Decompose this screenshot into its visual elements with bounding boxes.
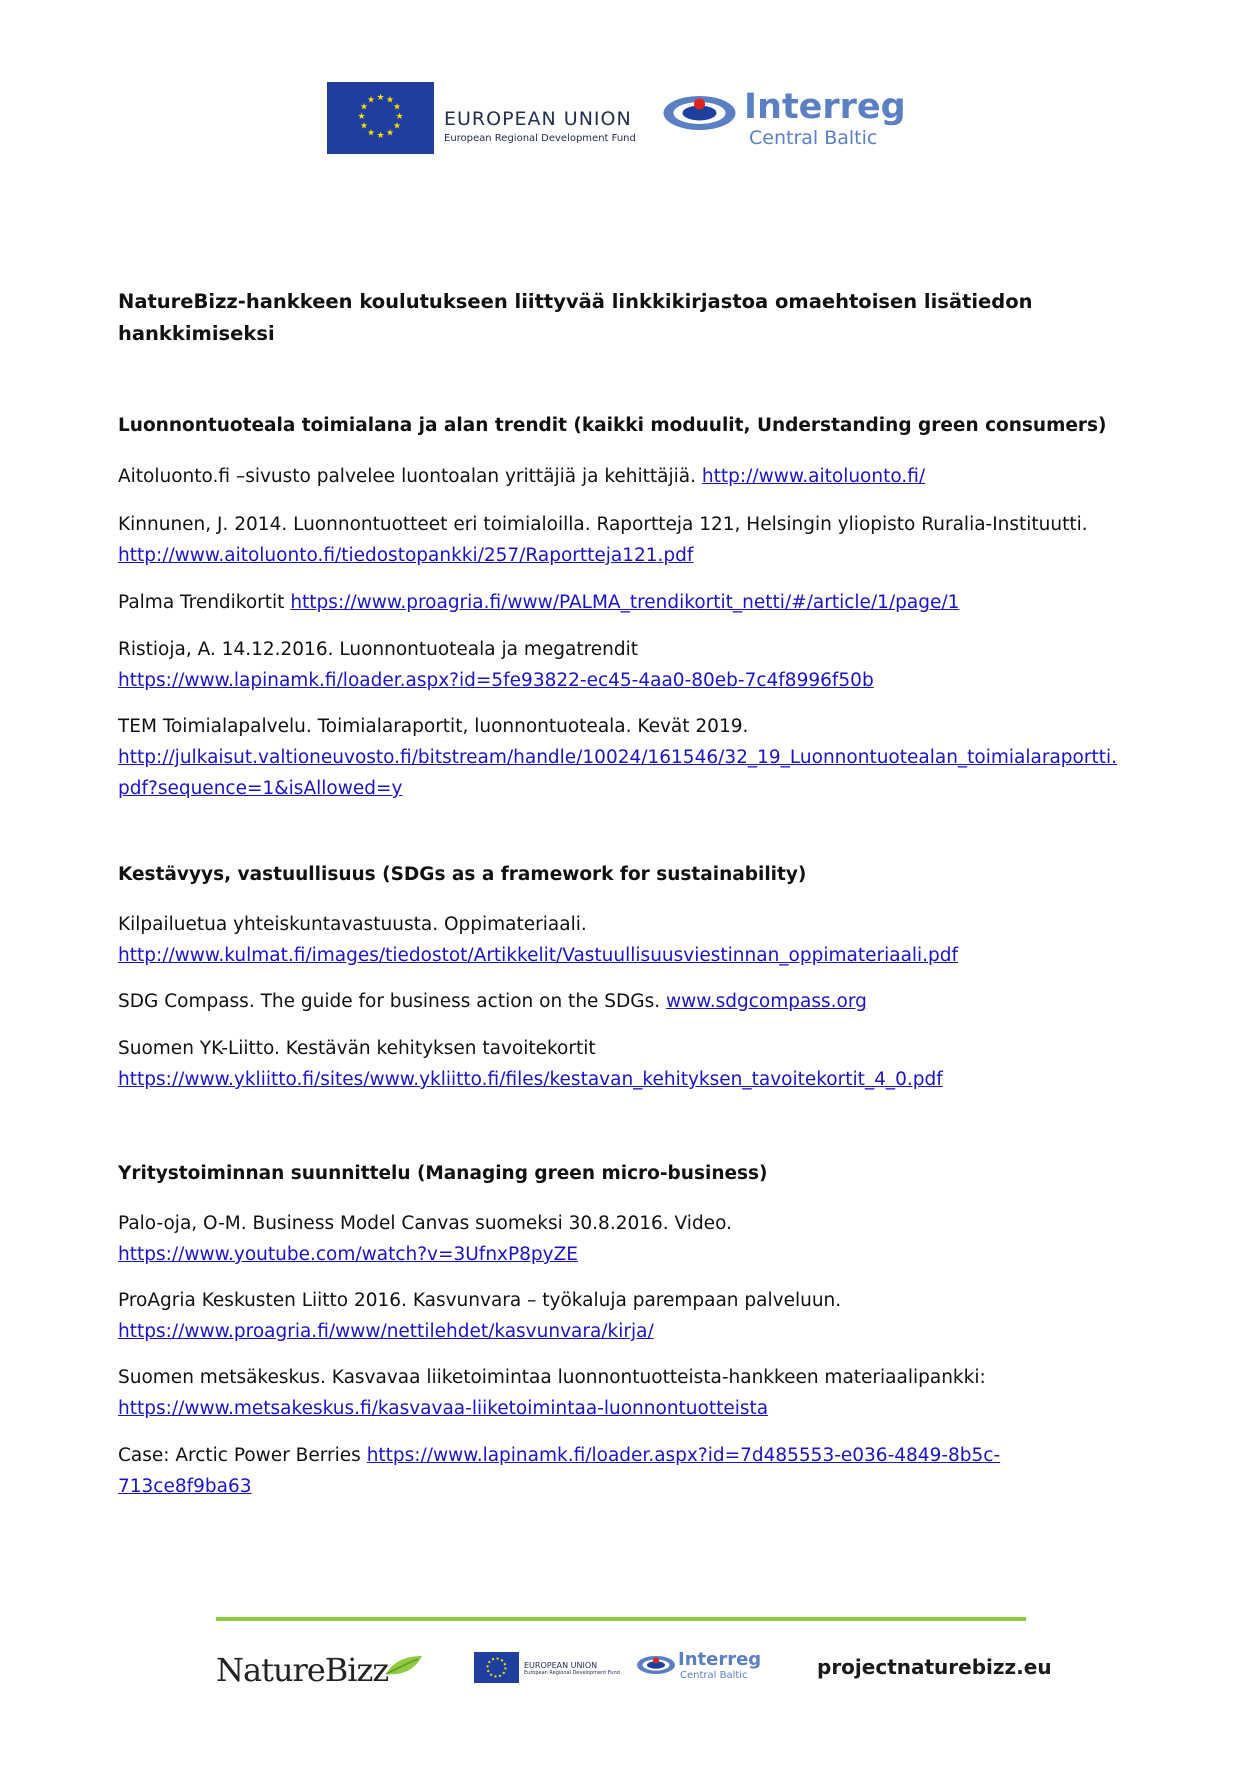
eu-stars-icon [327,82,434,154]
footer-interreg-subtitle: Central Baltic [680,1670,748,1681]
reference-text: TEM Toimialapalvelu. Toimialaraportit, luonnontuoteala. Kevät 2019. [118,716,749,737]
eu-flag-logo [327,82,434,154]
reference-text: Kilpailuetua yhteiskuntavastuusta. Oppimateriaali. [118,914,587,935]
reference-link[interactable]: http://www.kulmat.fi/images/tiedostot/Artikkelit/Vastuullisuusviestinnan_oppimateriaali.pdf [118,945,959,966]
interreg-logo-text [744,88,906,150]
svg-text:★: ★ [359,121,369,132]
interreg-logo-icon [662,90,737,136]
footer-eu-title: EUROPEAN UNION [524,1661,598,1670]
reference-text: Palma Trendikortit [118,592,285,613]
leaf-icon [384,1652,424,1678]
reference-text: Suomen metsäkeskus. Kasvavaa liiketoimintaa luonnontuotteista-hankkeen materiaalipankki: [118,1367,986,1388]
reference-text: SDG Compass. The guide for business action on the SDGs. [118,991,661,1012]
reference-item [118,1033,1128,1095]
reference-item [118,1362,1128,1424]
reference-link[interactable]: https://www.metsakeskus.fi/kasvavaa-liiketoimintaa-luonnontuotteista [118,1398,769,1419]
svg-text:★: ★ [366,128,376,139]
footer-interreg-title: Interreg [678,1649,762,1670]
svg-text:★: ★ [357,112,366,122]
eu-logo-text [444,108,636,144]
reference-link[interactable]: http://www.aitoluonto.fi/ [701,466,926,487]
interreg-subtitle: Central Baltic [749,127,878,149]
svg-text:★: ★ [385,128,395,139]
reference-item [118,634,1128,696]
eu-subtitle: European Regional Development Fund [444,133,636,144]
reference-item [118,1208,1128,1270]
section-heading-sustainability: Kestävyys, vastuullisuus (SDGs as a framework for sustainability) [118,864,807,885]
reference-item [118,1285,1128,1347]
svg-text:★: ★ [359,102,369,113]
reference-item [118,509,1128,571]
footer-eu-logo-text [524,1661,620,1676]
reference-text: ProAgria Keskusten Liitto 2016. Kasvunvara – työkaluja parempaan palveluun. [118,1290,842,1311]
footer-interreg-logo-text [678,1650,761,1682]
reference-link[interactable]: https://www.proagria.fi/www/nettilehdet/kasvunvara/kirja/ [118,1321,654,1342]
reference-link[interactable]: http://www.aitoluonto.fi/tiedostopankki/257/Raportteja121.pdf [118,545,694,566]
reference-link[interactable]: https://www.ykliitto.fi/sites/www.ykliitto.fi/files/kestavan_kehityksen_tavoitekortit_4_0.pdf [118,1069,943,1090]
footer-divider [216,1617,1026,1621]
svg-text:★: ★ [395,112,404,122]
section-heading-business-planning: Yritystoiminnan suunnittelu (Managing green micro-business) [118,1163,768,1184]
footer-eu-flag-logo [474,1652,519,1683]
reference-item [118,461,1128,492]
footer-interreg-logo-icon [636,1654,676,1676]
reference-text: Kinnunen, J. 2014. Luonnontuotteet eri toimialoilla. Raportteja 121, Helsingin yliopisto Ruralia-Instituutti. [118,514,1088,535]
naturebizz-logo-text: NatureBizz [216,1651,389,1689]
reference-text: Case: Arctic Power Berries [118,1445,361,1466]
reference-item [118,711,1128,804]
document-title: NatureBizz-hankkeen koulutukseen liittyvää linkkikirjastoa omaehtoisen lisätiedon hankkimiseksi [118,290,1033,345]
reference-text: Ristioja, A. 14.12.2016. Luonnontuoteala ja megatrendit [118,639,639,660]
reference-link[interactable]: https://www.lapinamk.fi/loader.aspx?id=5fe93822-ec45-4aa0-80eb-7c4f8996f50b [118,670,874,691]
reference-item [118,587,1128,618]
reference-link[interactable]: http://julkaisut.valtioneuvosto.fi/bitstream/handle/10024/161546/32_19_Luonnontuotealan_toimialaraportti.pdf?sequence=1&isAllowed=y [118,747,1117,799]
eu-stars-icon [474,1652,519,1683]
reference-link[interactable]: www.sdgcompass.org [666,991,867,1012]
interreg-title: Interreg [744,87,906,127]
reference-link[interactable]: https://www.lapinamk.fi/loader.aspx?id=7d485553-e036-4849-8b5c-713ce8f9ba63 [118,1445,1001,1497]
svg-text:★: ★ [392,102,402,113]
reference-item [118,986,1128,1017]
footer-website[interactable]: projectnaturebizz.eu [817,1655,1052,1679]
svg-text:★: ★ [385,95,395,106]
reference-item [118,1440,1018,1502]
footer-eu-subtitle: European Regional Development Fund [524,1670,620,1676]
svg-text:★: ★ [376,93,385,103]
svg-text:★: ★ [392,121,402,132]
reference-text: Palo-oja, O-M. Business Model Canvas suomeksi 30.8.2016. Video. [118,1213,732,1234]
reference-link[interactable]: https://www.proagria.fi/www/PALMA_trendikortit_netti/#/article/1/page/1 [290,592,960,613]
eu-title: EUROPEAN UNION [444,108,632,130]
section-heading-natural-products: Luonnontuoteala toimialana ja alan trendit (kaikki moduulit, Understanding green consumers) [118,415,1107,436]
reference-item [118,909,1128,971]
reference-text: Aitoluonto.fi –sivusto palvelee luontoalan yrittäjiä ja kehittäjiä. [118,466,696,487]
reference-link[interactable]: https://www.youtube.com/watch?v=3UfnxP8pyZE [118,1244,578,1265]
svg-text:★: ★ [366,95,376,106]
svg-text:★: ★ [376,131,385,141]
reference-text: Suomen YK-Liitto. Kestävän kehityksen tavoitekortit [118,1038,596,1059]
